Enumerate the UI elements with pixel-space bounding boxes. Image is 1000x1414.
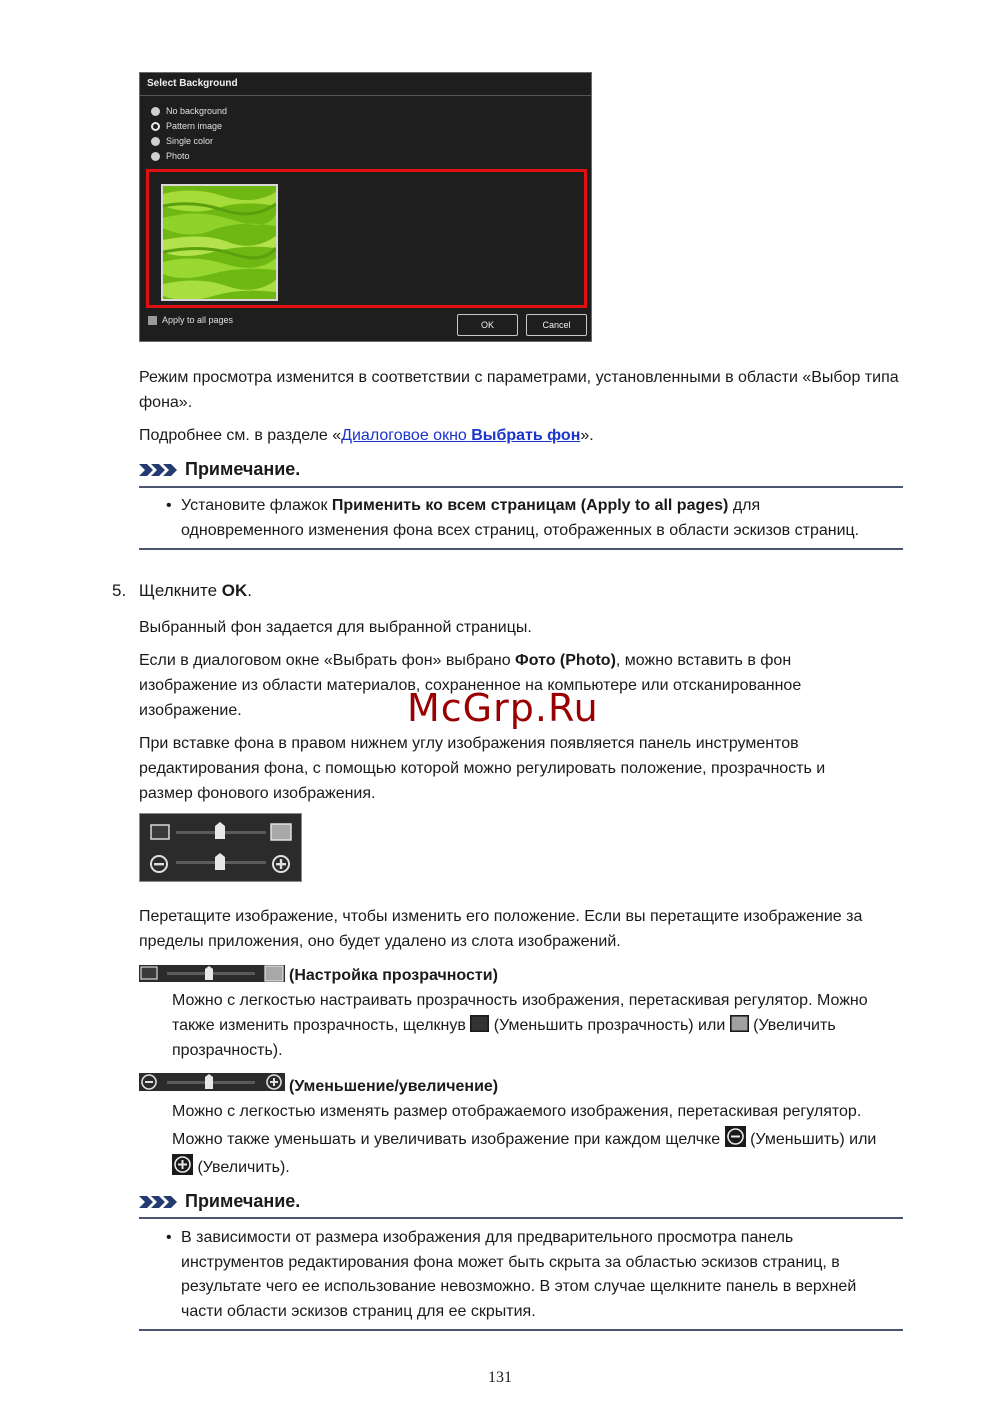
transparency-text: (Уменьшить прозрачность) или <box>489 1017 730 1034</box>
note-2-top-rule <box>139 1217 903 1219</box>
step-text-end: . <box>247 581 252 600</box>
see-also-paragraph <box>139 423 594 448</box>
note-2-bullet-marker: • <box>166 1229 172 1246</box>
apply-to-all-pages-term: Применить ко всем страницам (Apply to all pages) <box>331 497 729 514</box>
zoom-text: (Увеличить). <box>193 1159 290 1176</box>
increase-transparency-icon <box>730 1015 749 1032</box>
preview-change-paragraph: Режим просмотра изменится в соответствии с параметрами, установленными в области «Выбор типа фона». <box>139 369 899 411</box>
apply-to-all-pages-checkbox[interactable] <box>148 315 233 325</box>
toolbar-paragraph-line1: При вставке фона в правом нижнем углу изображения появляется панель инструментов <box>139 735 799 752</box>
photo-paragraph-line2: изображение из области материалов, сохраненное на компьютере или отсканированное <box>139 677 802 694</box>
zoom-line3 <box>172 1154 290 1180</box>
radio-pattern-image[interactable] <box>151 121 222 131</box>
note-2-bottom-rule <box>139 1329 903 1331</box>
transparency-line2 <box>172 1013 836 1038</box>
note-text: для <box>728 497 761 514</box>
note-top-rule <box>139 486 903 488</box>
ok-button[interactable]: OK <box>457 314 518 336</box>
transparency-line1: Можно с легкостью настраивать прозрачность изображения, перетаскивая регулятор. Можно <box>172 992 868 1009</box>
zoom-line1: Можно с легкостью изменять размер отображаемого изображения, перетаскивая регулятор. <box>172 1103 862 1120</box>
radio-photo[interactable] <box>151 151 190 161</box>
photo-text: , можно вставить в фон <box>615 652 792 669</box>
photo-text: Если в диалоговом окне «Выбрать фон» выбрано <box>139 652 516 669</box>
link-text-bold: Выбрать фон <box>471 427 581 444</box>
toolbar-paragraph-line2: редактирования фона, с помощью которой можно регулировать положение, прозрачность и <box>139 760 826 777</box>
note-heading-text: Примечание. <box>185 1191 301 1211</box>
transparency-text: также изменить прозрачность, щелкнув <box>172 1017 471 1034</box>
pattern-thumbnail[interactable] <box>161 184 278 301</box>
transparency-line3: прозрачность). <box>172 1042 283 1059</box>
zoom-line2 <box>172 1126 876 1152</box>
cancel-button[interactable]: Cancel <box>526 314 587 336</box>
note-bullet-marker: • <box>166 497 172 514</box>
note-heading-text: Примечание. <box>185 459 301 479</box>
note-2-line4: части области эскизов страниц для ее скрытия. <box>181 1303 536 1320</box>
zoom-text: Можно также уменьшать и увеличивать изображение при каждом щелчке <box>172 1131 725 1148</box>
see-also-prefix: Подробнее см. в разделе « <box>139 427 342 444</box>
radio-label: Single color <box>166 136 214 146</box>
zoom-heading: (Уменьшение/увеличение) <box>289 1078 499 1095</box>
radio-selected-icon <box>151 122 160 131</box>
note-2-line3: результате чего ее использование невозможно. В этом случае щелкните панель в верхней <box>181 1278 857 1295</box>
background-set-paragraph: Выбранный фон задается для выбранной страницы. <box>139 619 532 636</box>
select-background-dialog-link[interactable] <box>341 427 580 444</box>
radio-icon <box>151 137 160 146</box>
note-bottom-rule <box>139 548 903 550</box>
step-text: Щелкните <box>138 581 222 600</box>
photo-paragraph-line3: изображение. <box>139 702 242 719</box>
step-5 <box>112 580 252 602</box>
zoom-text: (Уменьшить) или <box>745 1131 877 1148</box>
dialog-title-divider <box>140 95 591 96</box>
transparency-heading: (Настройка прозрачности) <box>289 967 498 984</box>
toolbar-graphic <box>140 814 301 881</box>
zoom-out-icon <box>725 1126 746 1147</box>
ok-term: OK <box>221 581 248 600</box>
see-also-suffix: ». <box>580 427 594 444</box>
drag-paragraph-line2: пределы приложения, оно будет удалено из слота изображений. <box>139 933 621 950</box>
note-arrows-icon <box>139 462 179 478</box>
zoom-slider-icon <box>139 1073 285 1091</box>
link-text: Диалоговое окно <box>341 427 472 444</box>
drag-paragraph-line1: Перетащите изображение, чтобы изменить его положение. Если вы перетащите изображение за <box>139 908 863 925</box>
toolbar-paragraph-line3: размер фонового изображения. <box>139 785 376 802</box>
radio-no-background[interactable] <box>151 106 227 116</box>
zoom-in-icon <box>172 1154 193 1175</box>
note-2-line2: инструментов редактирования фона может быть скрыта за областью эскизов страниц, в <box>181 1254 840 1271</box>
note-heading-2 <box>139 1191 300 1212</box>
step-number: 5. <box>112 581 127 600</box>
watermark: McGrp.Ru <box>407 686 599 730</box>
decrease-transparency-icon <box>470 1015 489 1032</box>
note-arrows-icon <box>139 1194 179 1210</box>
dialog-title: Select Background <box>147 78 238 89</box>
radio-label: Photo <box>166 151 190 161</box>
note-heading <box>139 459 300 480</box>
transparency-slider-icon <box>139 965 285 982</box>
photo-paragraph <box>139 648 899 673</box>
transparency-text: (Увеличить <box>748 1017 836 1034</box>
radio-label: No background <box>166 106 228 116</box>
select-background-dialog <box>139 72 592 342</box>
note-2-line1: В зависимости от размера изображения для предварительного просмотра панель <box>181 1229 794 1246</box>
note-bullet-text-line2: одновременного изменения фона всех страниц, отображенных в области эскизов страниц. <box>181 522 860 539</box>
page-number: 131 <box>488 1369 512 1386</box>
note-bullet-text <box>181 493 901 518</box>
photo-term: Фото (Photo) <box>515 652 616 669</box>
radio-label: Pattern image <box>166 121 223 131</box>
background-edit-toolbar <box>139 813 302 882</box>
green-wave-pattern-image <box>163 186 276 299</box>
radio-single-color[interactable] <box>151 136 213 146</box>
radio-icon <box>151 152 160 161</box>
checkbox-icon <box>148 316 157 325</box>
checkbox-label: Apply to all pages <box>162 315 234 325</box>
radio-icon <box>151 107 160 116</box>
note-text: Установите флажок <box>181 497 332 514</box>
